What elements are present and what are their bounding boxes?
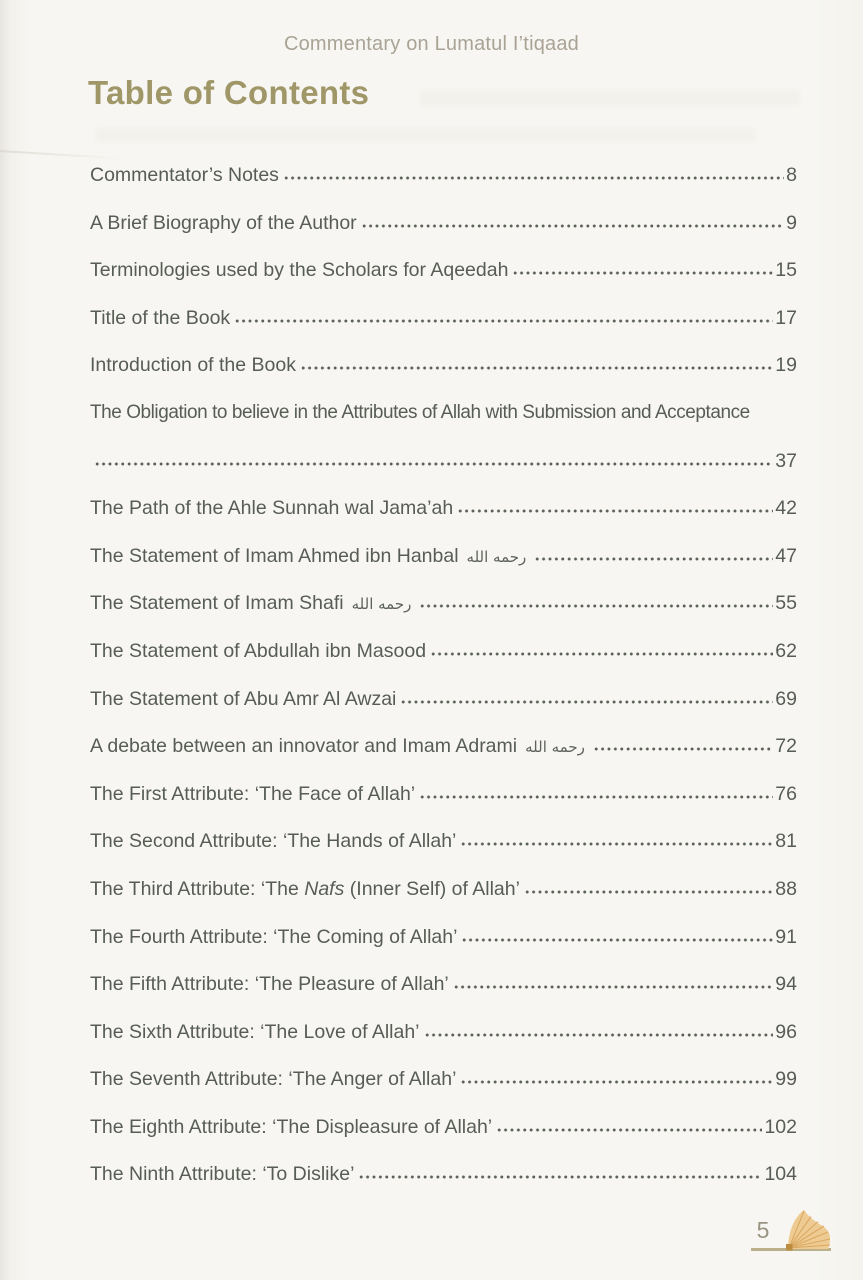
dot-leader xyxy=(301,365,773,371)
toc-entry-page: 88 xyxy=(775,877,797,900)
open-book-fan-icon xyxy=(786,1209,832,1251)
toc-entry-label: The Third Attribute: ‘The Nafs (Inner Self) of Allah’ xyxy=(90,877,520,900)
toc-entry xyxy=(90,686,797,712)
toc-entry-page: 69 xyxy=(775,687,797,710)
toc-entry-label: Terminologies used by the Scholars for Aqeedah xyxy=(90,259,509,282)
toc-entry xyxy=(90,305,797,331)
dot-leader xyxy=(431,651,773,657)
page-number: 5 xyxy=(756,1217,770,1243)
page-title: Table of Contents xyxy=(88,74,370,111)
toc-entry-page: 55 xyxy=(775,592,797,615)
toc-entry-page: 9 xyxy=(786,211,797,234)
toc-entry xyxy=(90,876,797,902)
scan-crease xyxy=(0,150,125,159)
toc-entry-page: 15 xyxy=(775,259,797,282)
toc-entry-page: 91 xyxy=(775,925,797,948)
dot-leader xyxy=(284,175,784,181)
ink-bleed-ghost xyxy=(95,128,755,142)
dot-leader xyxy=(420,794,773,800)
toc-entry-honorific: رحمه الله xyxy=(351,595,412,614)
toc-entry-label: A Brief Biography of the Author xyxy=(90,211,357,234)
ink-bleed-ghost xyxy=(420,90,800,106)
dot-leader xyxy=(95,461,773,467)
toc-entry xyxy=(90,543,797,569)
toc-entry-label: The Sixth Attribute: ‘The Love of Allah’ xyxy=(90,1020,420,1043)
toc-entry-label: The Seventh Attribute: ‘The Anger of Allah’ xyxy=(90,1068,457,1091)
toc-entry-label: Title of the Book xyxy=(90,306,231,329)
toc-entry-page: 72 xyxy=(775,735,797,758)
toc-entry-page: 94 xyxy=(775,973,797,996)
toc-entry xyxy=(90,210,797,236)
toc-entry xyxy=(90,1019,797,1045)
toc-entry-label: The Fifth Attribute: ‘The Pleasure of Allah’ xyxy=(90,973,449,996)
toc-entry xyxy=(90,781,797,807)
dot-leader xyxy=(461,1079,773,1085)
toc-entry-label: The Statement of Abu Amr Al Awzai xyxy=(90,687,397,710)
dot-leader xyxy=(594,746,773,752)
toc-entry-label: The Statement of Imam Ahmed ibn Hanbal xyxy=(90,544,459,567)
dot-leader xyxy=(458,508,773,514)
toc-entry-page: 8 xyxy=(786,164,797,186)
toc-entry-label: The Path of the Ahle Sunnah wal Jama’ah xyxy=(90,497,454,520)
toc-entry-label: Commentator’s Notes xyxy=(90,164,279,186)
toc-entry-page: 102 xyxy=(764,1115,797,1138)
toc-entry-page: 76 xyxy=(775,782,797,805)
dot-leader xyxy=(535,556,773,562)
toc-entry-page: 17 xyxy=(775,306,797,329)
dot-leader xyxy=(425,1032,774,1038)
toc-entry-label: The Eighth Attribute: ‘The Displeasure of Allah’ xyxy=(90,1115,493,1138)
dot-leader xyxy=(359,1174,762,1180)
toc-entry-page: 42 xyxy=(775,497,797,520)
toc-entry-label: The Statement of Abdullah ibn Masood xyxy=(90,639,427,662)
dot-leader xyxy=(525,889,773,895)
toc-entry-label: The First Attribute: ‘The Face of Allah’ xyxy=(90,782,416,805)
dot-leader xyxy=(362,223,784,229)
toc-entry xyxy=(90,1114,797,1140)
dot-leader xyxy=(420,603,773,609)
toc-entry-honorific: رحمه الله xyxy=(466,547,527,566)
toc-entry-page: 62 xyxy=(775,639,797,662)
toc-entry-page: 37 xyxy=(775,449,797,472)
toc-entry-page: 104 xyxy=(764,1163,797,1186)
toc-entry xyxy=(90,733,797,759)
running-header: Commentary on Lumatul I’tiqaad xyxy=(283,33,580,55)
toc-entry-page: 81 xyxy=(775,830,797,853)
dot-leader xyxy=(497,1127,762,1133)
toc-entry xyxy=(90,1161,797,1187)
dot-leader xyxy=(235,318,773,324)
dot-leader xyxy=(454,984,774,990)
toc-entry-label: The Obligation to believe in the Attributes of Allah with Submission and Acceptance xyxy=(90,401,750,423)
toc-entry-label: A debate between an innovator and Imam Adrami xyxy=(90,735,518,758)
toc-entry xyxy=(90,352,797,378)
dot-leader xyxy=(513,270,773,276)
toc-entry xyxy=(90,638,797,664)
toc-entry-label: The Statement of Imam Shafi xyxy=(90,592,344,615)
toc-entry xyxy=(90,1066,797,1092)
dot-leader xyxy=(461,841,773,847)
toc-entry-page: 19 xyxy=(775,354,797,377)
toc-entry-label: Introduction of the Book xyxy=(90,354,296,377)
toc-list xyxy=(90,162,797,1209)
toc-entry xyxy=(90,924,797,950)
dot-leader xyxy=(462,937,773,943)
toc-entry-label: The Ninth Attribute: ‘To Dislike’ xyxy=(90,1163,355,1186)
toc-entry xyxy=(90,448,797,474)
toc-entry xyxy=(90,257,797,283)
toc-entry xyxy=(90,590,797,616)
toc-entry xyxy=(90,495,797,521)
toc-entry-page: 47 xyxy=(775,544,797,567)
toc-entry xyxy=(90,162,797,188)
toc-entry-page: 99 xyxy=(775,1068,797,1091)
toc-entry xyxy=(90,828,797,854)
dot-leader xyxy=(401,699,773,705)
toc-entry xyxy=(90,971,797,997)
toc-entry-label: The Second Attribute: ‘The Hands of Allah’ xyxy=(90,830,457,853)
toc-entry-page: 96 xyxy=(775,1020,797,1043)
toc-entry-label: The Fourth Attribute: ‘The Coming of Allah’ xyxy=(90,925,458,948)
toc-entry-honorific: رحمه الله xyxy=(525,738,585,757)
toc-entry-wrap-text xyxy=(90,400,797,426)
